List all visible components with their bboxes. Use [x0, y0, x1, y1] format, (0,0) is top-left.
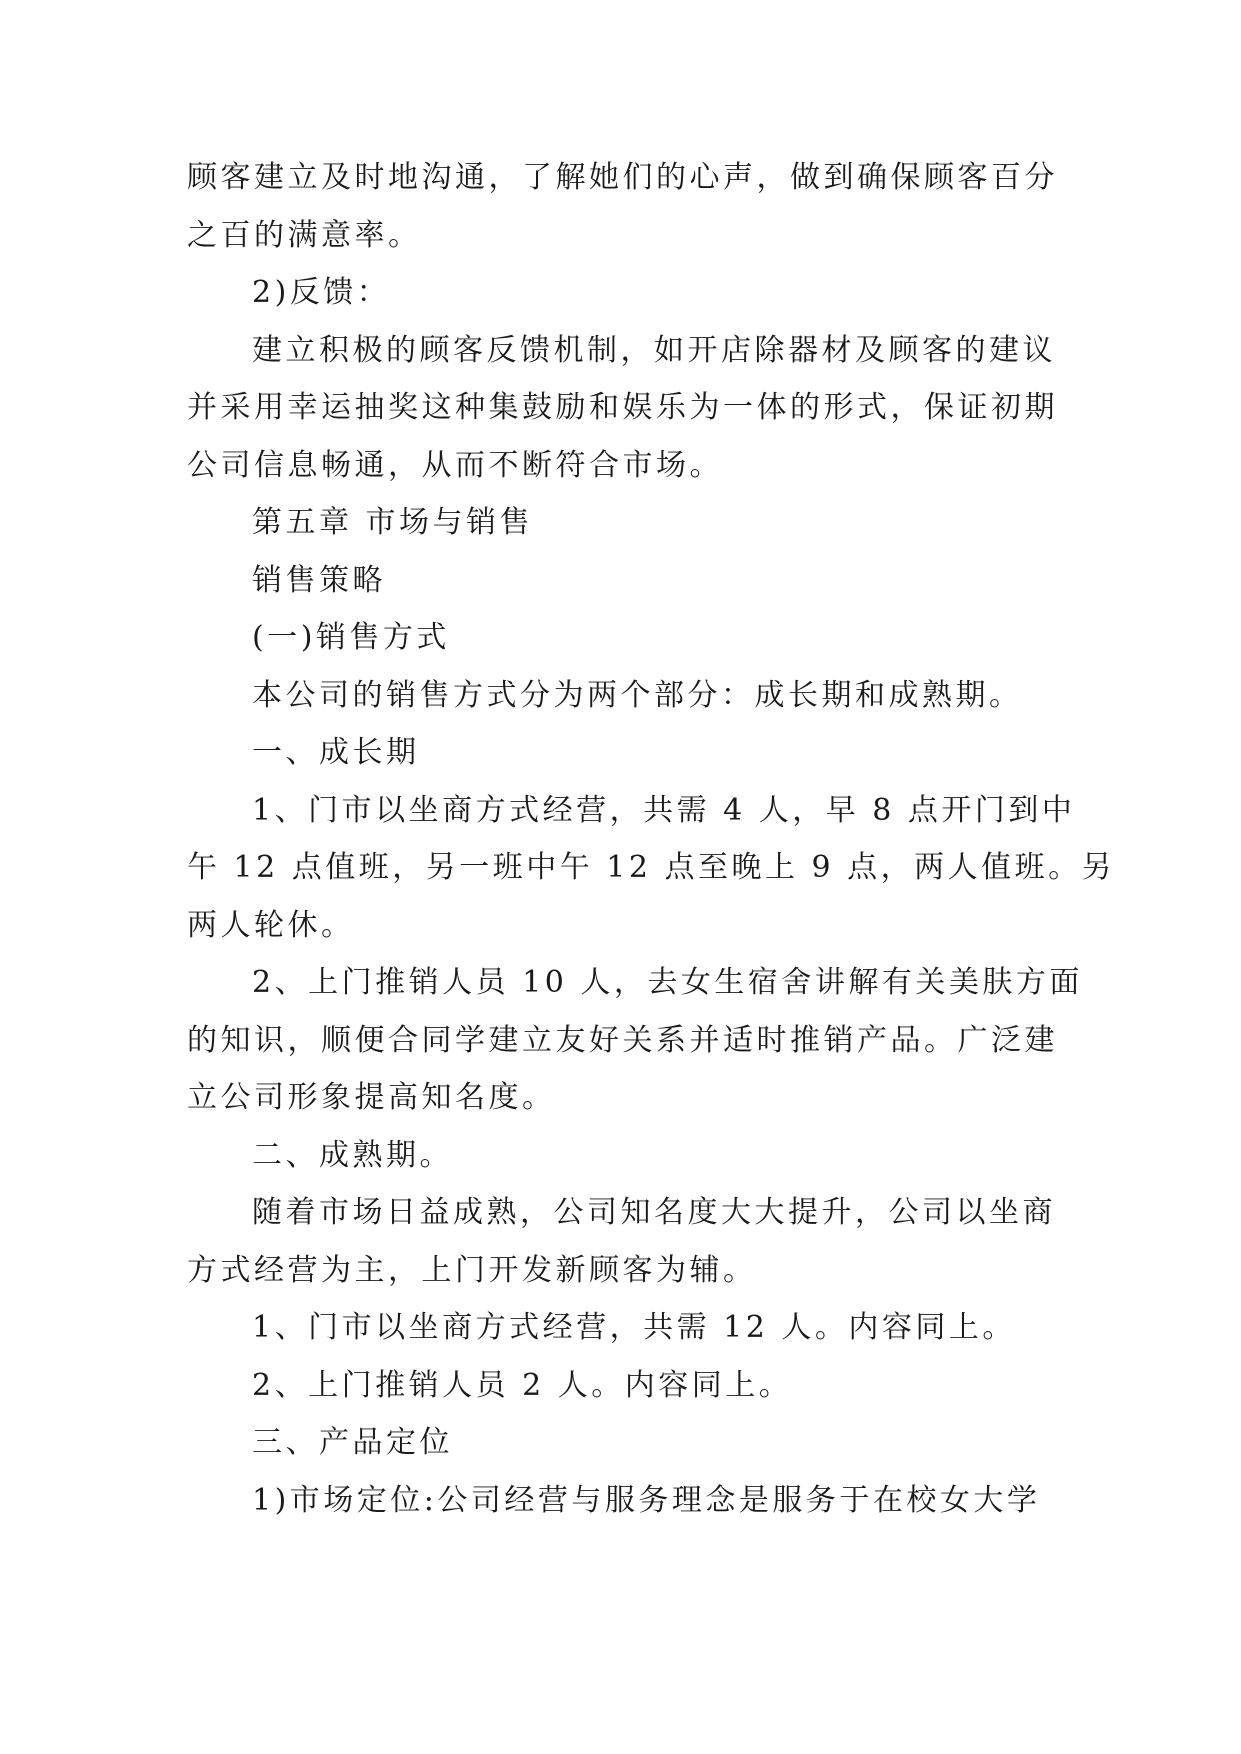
- text-line: 的知识，顺便合同学建立友好关系并适时推销产品。广泛建: [187, 1023, 1058, 1058]
- section-heading: (一)销售方式: [252, 620, 450, 655]
- section-heading: 销售策略: [252, 563, 386, 598]
- section-heading: 2)反馈：: [252, 275, 391, 310]
- text-line: 随着市场日益成熟，公司知名度大大提升，公司以坐商: [252, 1195, 1056, 1230]
- text-line: 顾客建立及时地沟通，了解她们的心声，做到确保顾客百分: [187, 160, 1058, 195]
- text-line: 1)市场定位:公司经营与服务理念是服务于在校女大学: [252, 1483, 1041, 1518]
- text-line: 立公司形象提高知名度。: [187, 1080, 556, 1115]
- text-line: 方式经营为主，上门开发新顾客为辅。: [187, 1253, 757, 1288]
- section-heading: 三、产品定位: [252, 1425, 453, 1460]
- section-heading: 一、成长期: [252, 735, 420, 770]
- text-line: 午 12 点值班，另一班中午 12 点至晚上 9 点，两人值班。另: [187, 850, 1116, 885]
- text-line: 本公司的销售方式分为两个部分：成长期和成熟期。: [252, 678, 1023, 713]
- section-heading: 二、成熟期。: [252, 1138, 453, 1173]
- text-line: 2、上门推销人员 2 人。内容同上。: [252, 1368, 793, 1403]
- chapter-heading: 第五章 市场与销售: [252, 505, 534, 540]
- text-line: 公司信息畅通，从而不断符合市场。: [187, 448, 723, 483]
- text-line: 建立积极的顾客反馈机制，如开店除器材及顾客的建议: [252, 333, 1056, 368]
- text-line: 两人轮休。: [187, 908, 355, 943]
- text-line: 1、门市以坐商方式经营，共需 4 人，早 8 点开门到中: [252, 793, 1076, 828]
- text-line: 之百的满意率。: [187, 218, 422, 253]
- text-line: 2、上门推销人员 10 人，去女生宿舍讲解有关美肤方面: [252, 965, 1083, 1000]
- text-line: 并采用幸运抽奖这种集鼓励和娱乐为一体的形式，保证初期: [187, 390, 1058, 425]
- text-line: 1、门市以坐商方式经营，共需 12 人。内容同上。: [252, 1310, 1016, 1345]
